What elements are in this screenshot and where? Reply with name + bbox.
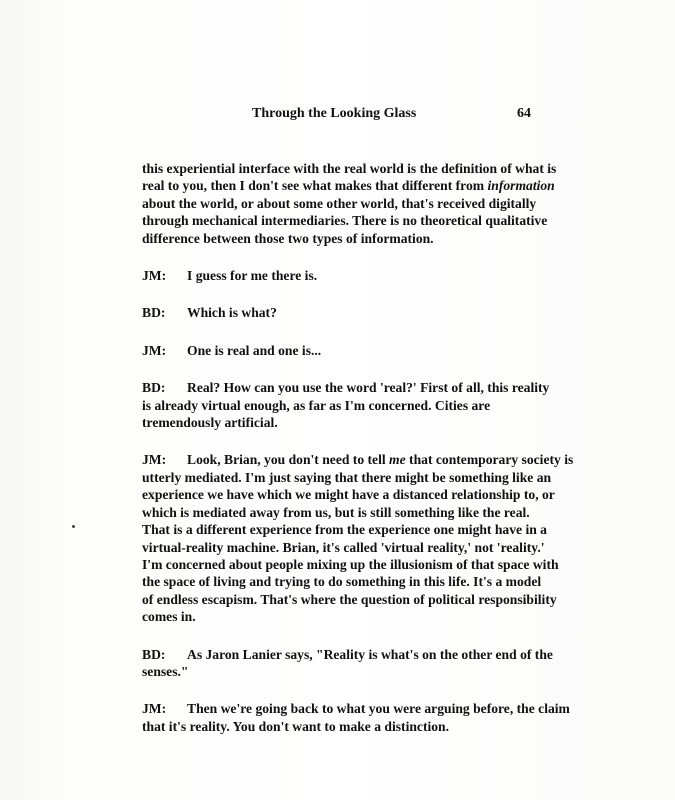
paragraph-continuation: this experiential interface with the real world is the definition of what is real to you, then I don't see what makes that different from information about the world, or about some other world, that's received digitally through mechanical intermediaries. There is no theoretical qualitative difference between those two types of information. — [142, 161, 557, 246]
running-header: Through the Looking Glass — [252, 106, 417, 121]
page-speck — [72, 525, 75, 528]
dialogue-bd-3: BD: As Jaron Lanier says, "Reality is what's on the other end of the senses." — [142, 646, 553, 679]
dialogue-jm-3: JM: Look, Brian, you don't need to tell me that contemporary society is utterly mediated. I'm just saying that there might be something like an experience we have which we might have a distanced relationship to, or which is mediated away from us, but is still something like the real. That is a different experience from the experience one might have in a virtual-reality machine. Brian, it's called 'virtual reality,' not 'reality.' I'm concerned about people mixing up the illusionism of that space with the space of living and trying to do something in this life. It's a model of endless escapism. That's where the question of political responsibility comes in. — [142, 452, 574, 625]
speaker-label: JM: — [142, 342, 167, 358]
speaker-label: BD: — [142, 305, 166, 321]
speaker-label: JM: — [142, 701, 167, 717]
transcript-body — [142, 160, 594, 755]
speaker-label: BD: — [142, 646, 166, 662]
dialogue-jm-4: JM: Then we're going back to what you were arguing before, the claim that it's reality. You don't want to make a distinction. — [142, 701, 570, 734]
dialogue-jm-2: JM: One is real and one is... — [142, 342, 322, 358]
speaker-label: JM: — [142, 268, 167, 284]
dialogue-jm-1: JM: I guess for me there is. — [142, 268, 318, 284]
page-number: 64 — [517, 106, 531, 121]
emphasis-me: me — [389, 452, 406, 468]
speaker-label: JM: — [142, 452, 167, 468]
dialogue-bd-2: BD: Real? How can you use the word 'real?' First of all, this reality is already virtual enough, as far as I'm concerned. Cities are tremendously artificial. — [142, 380, 550, 431]
speaker-label: BD: — [142, 380, 166, 396]
emphasis-information: information — [487, 178, 555, 194]
dialogue-bd-1: BD: Which is what? — [142, 305, 277, 321]
